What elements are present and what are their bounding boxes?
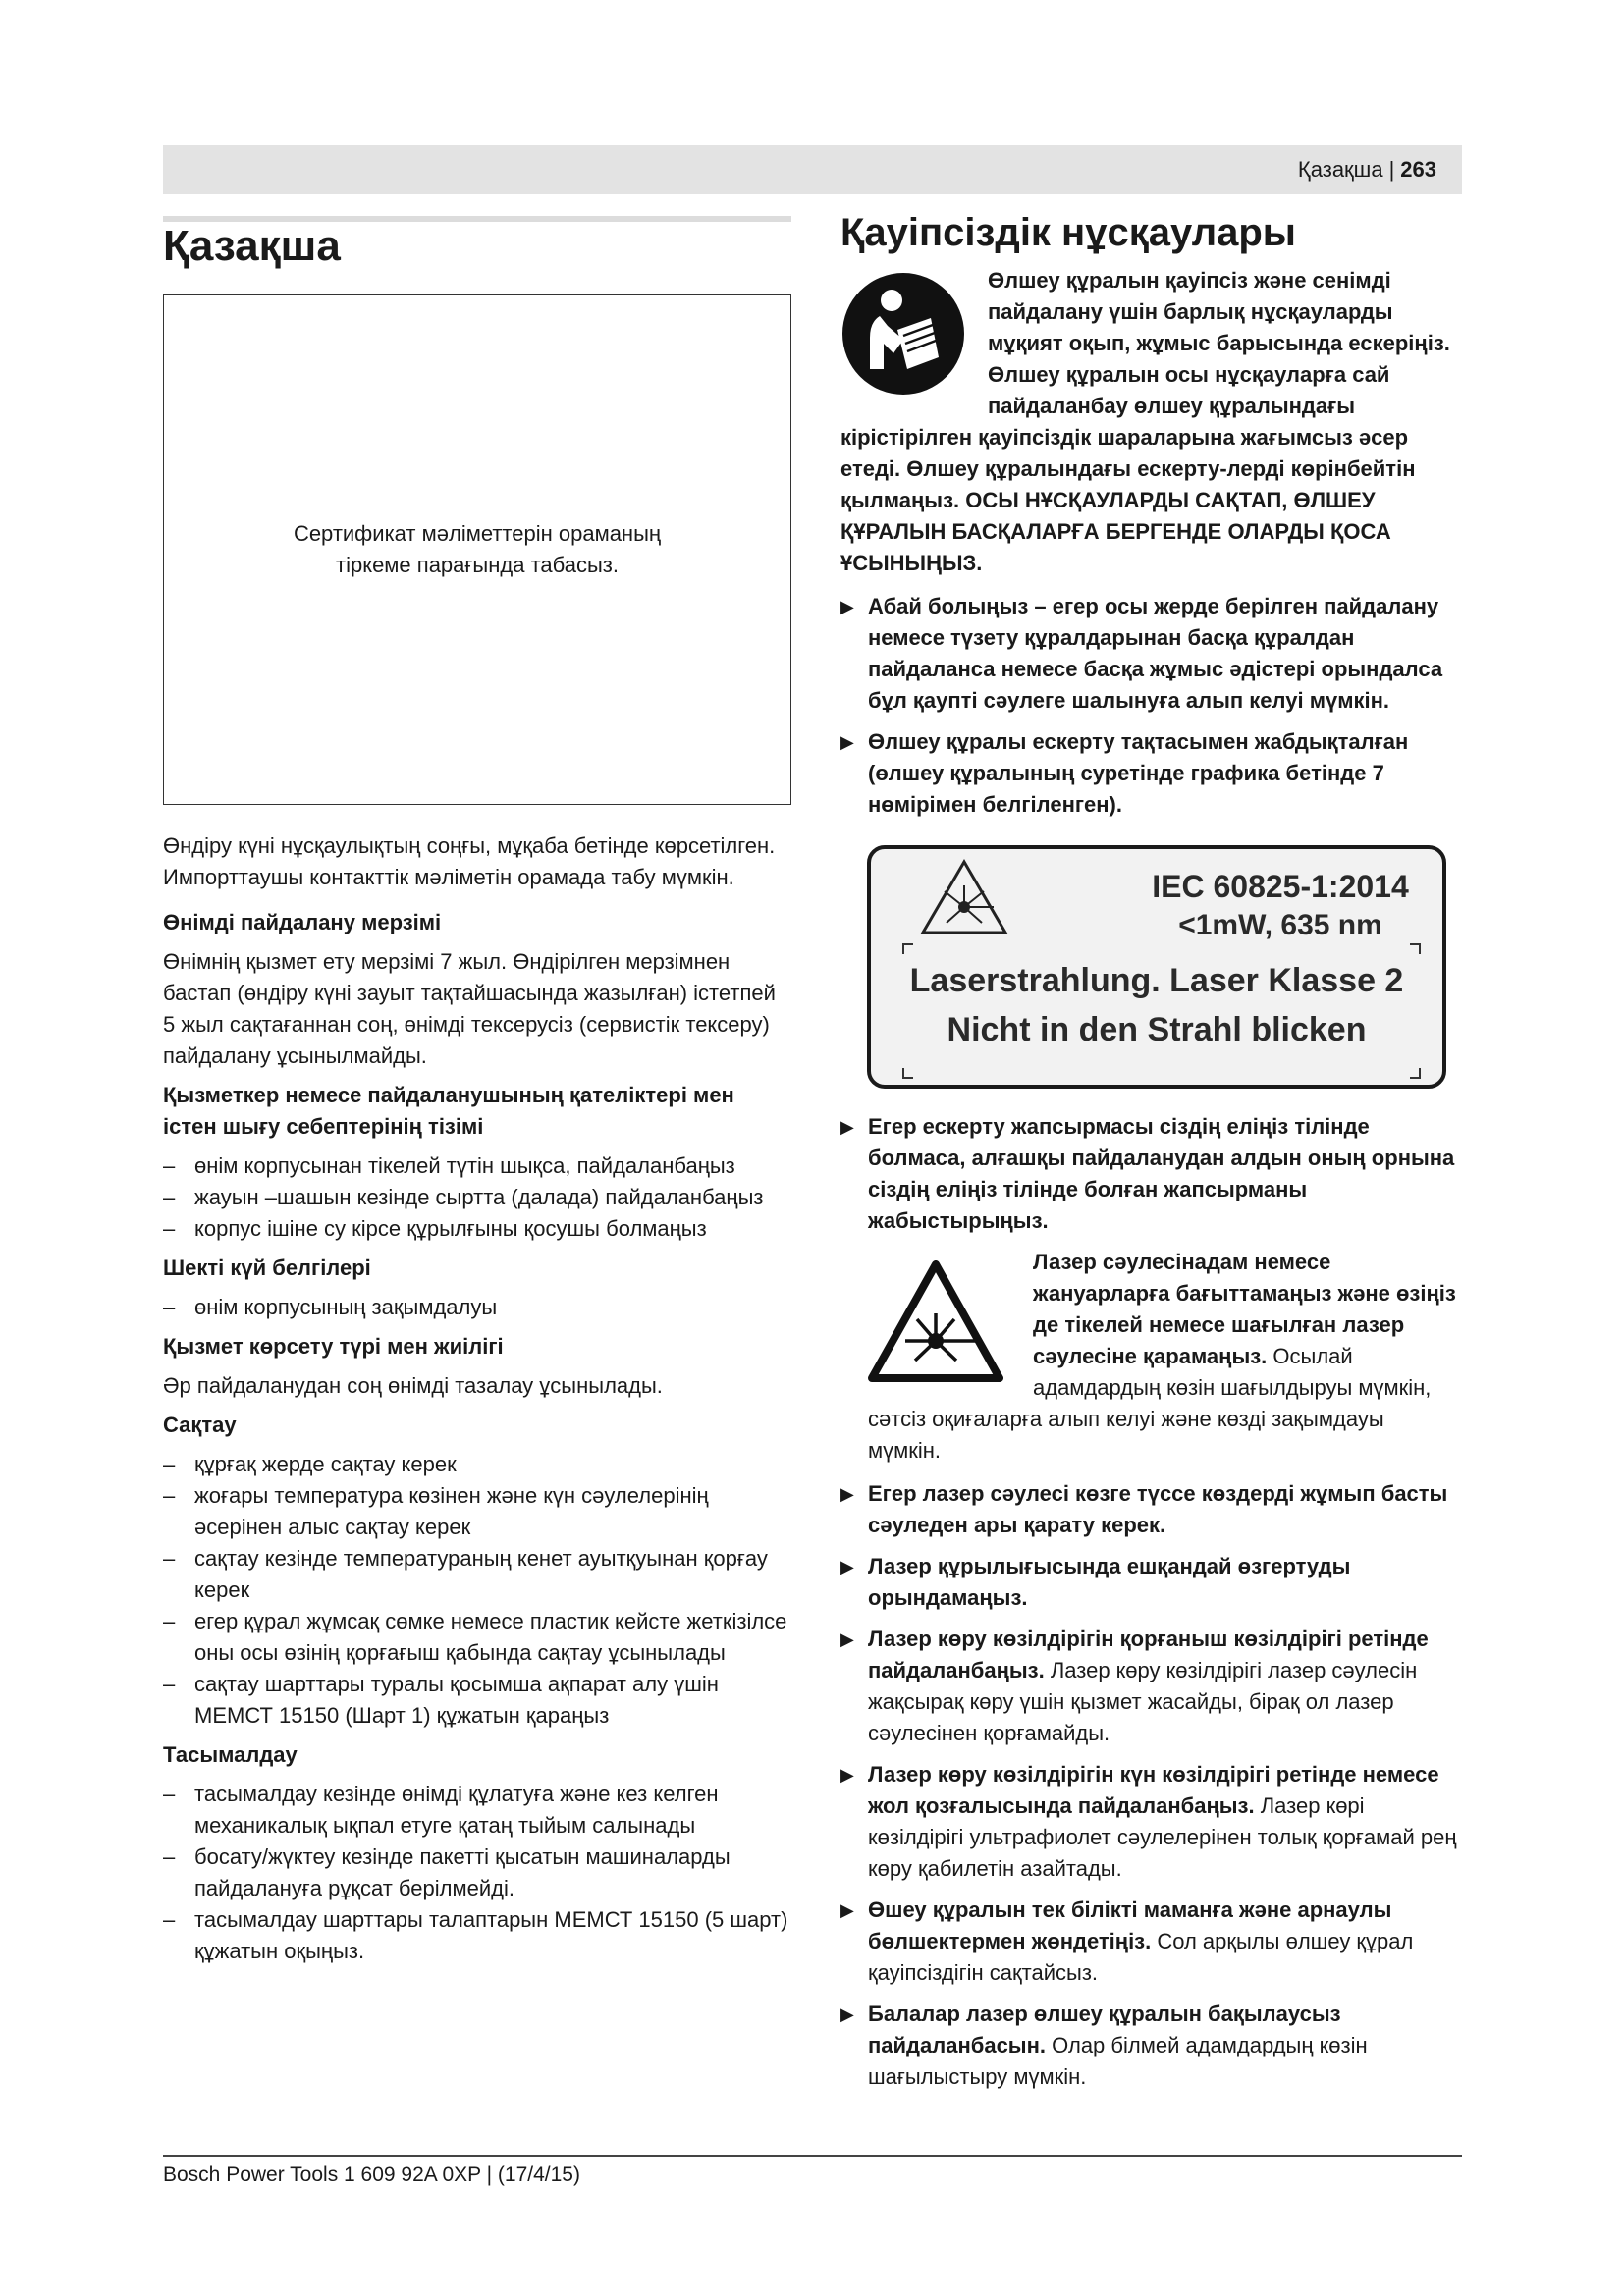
safety-bullet: [840, 1624, 1461, 1749]
safety-bullet: ▶ Егер ескерту жапсырмасы сіздің еліңіз тілінде болмаса, алғашқы пайдаланудан алдын оның орнына сіздің еліңіз тілінде болған жапсырманы жабыстырыңыз.: [840, 1111, 1461, 1237]
safety-bullets-c: [840, 1478, 1461, 2093]
safety-bullets-a: [840, 591, 1461, 821]
laser-hazard-warning: [868, 1247, 1461, 1467]
page-footer: Bosch Power Tools 1 609 92A 0XP | (17/4/15): [163, 2163, 580, 2186]
list-item: – егер құрал жұмсақ сөмке немесе пластик кейсте жеткізілсе оны осы өзінің қорғағыш қабында сақтау ұсынылады: [163, 1606, 791, 1669]
certificate-line-1: Сертификат мәліметтерін ораманың: [293, 521, 662, 546]
limit-list: [163, 1292, 791, 1323]
header-language: Қазақша: [1297, 157, 1383, 182]
storage-heading: Сақтау: [163, 1413, 237, 1437]
laser-hazard-icon: [868, 1260, 1003, 1384]
list-item: – өнім корпусының зақымдалуы: [163, 1292, 791, 1323]
laser-hazard-bold: Лазер сәулесінадам немесе жануарларға бағыттамаңыз және өзіңіз де тікелей немесе шағылған лазер сәулесіне қарамаңыз.: [1033, 1250, 1456, 1368]
transport-heading: Тасымалдау: [163, 1742, 298, 1767]
safety-title: Қауіпсіздік нұсқаулары: [840, 211, 1296, 254]
list-item: – сақтау шарттары туралы қосымша ақпарат алу үшін МЕМСТ 15150 (Шарт 1) құжатын қараңыз: [163, 1669, 791, 1732]
bullet-normal-part: Сол арқылы өлшеу құрал қауіпсіздігін сақтайсыз.: [868, 1929, 1414, 1985]
list-item: – корпус ішіне су кірсе құрылғыны қосушы болмаңыз: [163, 1213, 791, 1245]
list-item: – тасымалдау шарттары талаптарын МЕМСТ 15150 (5 шарт) құжатын оқыңыз.: [163, 1904, 791, 1967]
errors-heading: Қызметкер немесе пайдаланушының қателіктері мен істен шығу себептерінің тізімі: [163, 1083, 734, 1139]
safety-intro-text: Өлшеу құралын қауіпсіз және сенімді пайдалану үшін барлық нұсқауларды мұқият оқып, жұмыс барысында ескеріңіз. Өлшеу құралын осы нұсқауларға сай пайдаланбау өлшеу құралындағы кірістірілген қауіпсіздік шараларына жағымсыз әсер етеді. Өлшеу құралындағы ескерту-лерді көрінбейтін қылмаңыз. ОСЫ НҰСҚАУЛАРДЫ САҚТАП, ӨЛШЕУ ҚҰРАЛЫН БАСҚАЛАРҒА БЕРГЕНДЕ ОЛАРДЫ ҚОСА ҰСЫНЫҢЫЗ.: [840, 268, 1450, 575]
section-title: Қазақша: [163, 222, 341, 270]
list-item: – сақтау кезінде температураның кенет ауытқуынан қорғау керек: [163, 1543, 791, 1606]
errors-list: [163, 1150, 791, 1245]
list-item: – өнім корпусынан тікелей түтін шықса, пайдаланбаңыз: [163, 1150, 791, 1182]
bullet-normal-part: Лазер көру көзілдірігі лазер сәулесін жақсырақ көру үшін қызмет жасайды, бірақ ол лазер сәулесінен қорғамайды.: [868, 1658, 1418, 1745]
importer-text: Импорттаушы контакттік мәліметін орамада табу мүмкін.: [163, 865, 734, 889]
safety-bullet: ▶ Өлшеу құралы ескерту тақтасымен жабдықталған (өлшеу құралының суретінде графика бетінде 7 нөмірімен белгіленген).: [840, 726, 1461, 821]
safety-bullet: ▶ Егер лазер сәулесі көзге түссе көздерді жұмып басты сәуледен ары қарату керек.: [840, 1478, 1461, 1541]
footer-rule: [163, 2155, 1462, 2157]
safety-bullet: [840, 1895, 1461, 1989]
label-line-1: Laserstrahlung. Laser Klasse 2: [909, 962, 1404, 999]
service-text: Әр пайдаланудан соң өнімді тазалау ұсынылады.: [163, 1373, 663, 1398]
bullet-bold-part: Балалар лазер өлшеу құралын бақылаусыз пайдаланбасын.: [868, 2002, 1341, 2057]
certificate-line-2: тіркеме парағында табасыз.: [336, 553, 619, 577]
label-power: <1mW, 635 nm: [1178, 909, 1382, 941]
bullet-normal-part: Лазер көрі көзілдірігі ультрафиолет сәулелерінен толық қорғамай рең көру қабилетін азайтады.: [868, 1793, 1457, 1881]
label-line-2: Nicht in den Strahl blicken: [947, 1011, 1367, 1048]
list-item: – жоғары температура көзінен және күн сәулелерінің әсерінен алыс сақтау керек: [163, 1480, 791, 1543]
laser-warning-label: [866, 844, 1447, 1090]
laser-hazard-normal: Осылай адамдардың көзін шағылдыруы мүмкін, сәтсіз оқиғаларға алып келуі және көзді зақымдауы мүмкін.: [868, 1344, 1432, 1463]
bullet-bold-part: Өшеу құралын тек білікті маманға және арнаулы бөлшектермен жөндетіңіз.: [868, 1897, 1392, 1953]
production-date-text: Өндіру күні нұсқаулықтың соңғы, мұқаба бетінде көрсетілген.: [163, 833, 776, 858]
transport-list: [163, 1779, 791, 1967]
safety-bullet: ▶ Абай болыңыз – егер осы жерде берілген пайдалану немесе түзету құралдарынан басқа құралдан пайдаланса немесе басқа жұмыс әдістері орындалса бұл қаупті сәулеге шалынуға алып келуі мүмкін.: [840, 591, 1461, 717]
limit-heading: Шекті күй белгілері: [163, 1255, 371, 1280]
bullet-normal-part: Олар білмей адамдардың көзін шағылыстыру мүмкін.: [868, 2033, 1368, 2089]
storage-list: [163, 1449, 791, 1732]
list-item: – босату/жүктеу кезінде пакетті қысатын машиналарды пайдалануға рұқсат берілмейді.: [163, 1842, 791, 1904]
left-column: [163, 830, 791, 1967]
safety-bullets-b: [840, 1111, 1461, 1237]
certificate-box: [163, 294, 791, 805]
safety-bullet: [840, 1999, 1461, 2093]
bullet-bold-part: Лазер көру көзілдірігін күн көзілдірігі ретінде немесе жол қозғалысында пайдаланбаңыз.: [868, 1762, 1439, 1818]
bullet-bold-part: Лазер көру көзілдірігін қорғаныш көзілдірігі ретінде пайдаланбаңыз.: [868, 1627, 1429, 1682]
safety-bullet: [840, 1759, 1461, 1885]
list-item: – жауын –шашын кезінде сыртта (далада) пайдаланбаңыз: [163, 1182, 791, 1213]
list-item: – құрғақ жерде сақтау керек: [163, 1449, 791, 1480]
list-item: – тасымалдау кезінде өнімді құлатуға және кез келген механикалық ықпал етуге қатаң тыйым салынады: [163, 1779, 791, 1842]
service-heading: Қызмет көрсету түрі мен жиілігі: [163, 1334, 504, 1359]
read-manual-icon: [840, 271, 966, 397]
page-header: [163, 145, 1462, 194]
right-column: [840, 208, 1461, 2103]
service-life-heading: Өнімді пайдалану мерзімі: [163, 910, 442, 934]
service-life-text: Өнімнің қызмет ету мерзімі 7 жыл. Өндірілген мерзімнен бастап (өндіру күні зауыт тақтайшасында жазылған) істетпей 5 жыл сақтағаннан соң, өнімді тексерусіз (сервистік тексеру) пайдалану ұсынылмайды.: [163, 949, 776, 1068]
safety-bullet: ▶ Лазер құрылығысында ешқандай өзгертуды орындамаңыз.: [840, 1551, 1461, 1614]
label-standard: IEC 60825-1:2014: [1152, 869, 1409, 904]
safety-intro: [840, 265, 1461, 579]
header-separator: |: [1388, 157, 1395, 182]
page-number: 263: [1400, 157, 1436, 182]
